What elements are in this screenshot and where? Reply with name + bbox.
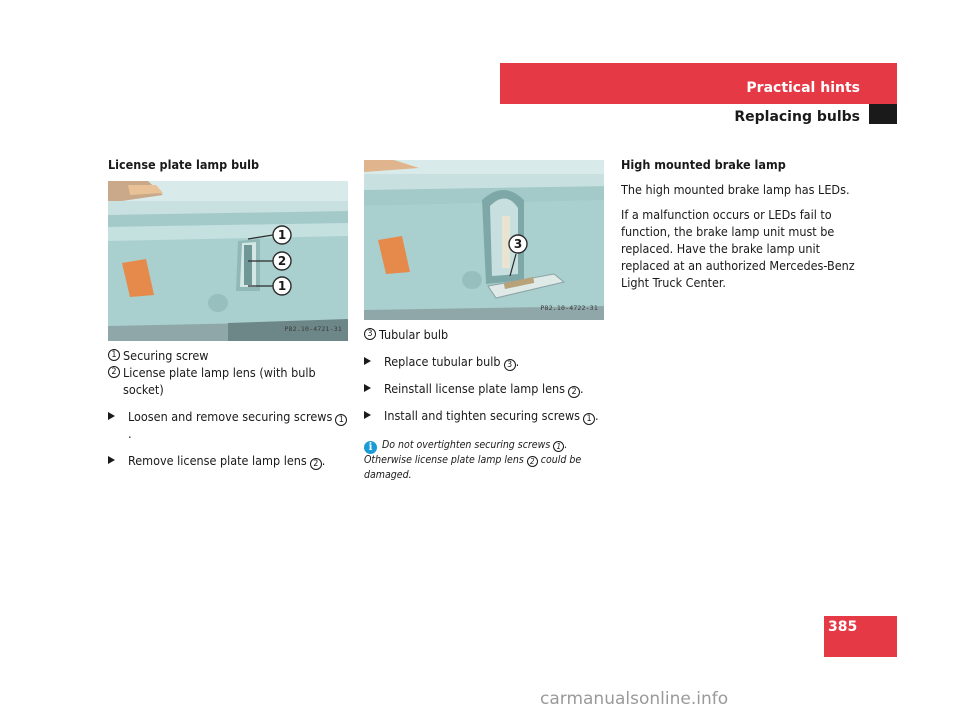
column-tubular-bulb: [364, 160, 609, 483]
step-text: Install and tighten securing screws 1 .: [384, 408, 599, 424]
page-subtitle: Replacing bulbs: [734, 109, 860, 125]
header-tab-marker: [869, 104, 897, 124]
column-license-plate-lamp: [108, 156, 350, 469]
bullet-arrow-icon: [364, 384, 371, 392]
legend-item: [364, 326, 609, 343]
legend-text: License plate lamp lens (with bulb socket): [123, 365, 316, 397]
step-text: Loosen and remove securing screws 1.: [128, 408, 350, 442]
callout-number: 1: [553, 441, 564, 452]
figure-code: P82.10-4721-31: [284, 325, 342, 333]
bullet-arrow-icon: [108, 412, 115, 420]
bullet-arrow-icon: [108, 456, 115, 464]
heading-license-plate-lamp: License plate lamp bulb: [108, 157, 260, 172]
step-text: Remove license plate lamp lens 2 .: [128, 453, 326, 469]
paragraph: The high mounted brake lamp has LEDs.: [621, 182, 850, 197]
bullet-arrow-icon: [364, 357, 371, 365]
info-icon: i: [364, 441, 377, 454]
bullet-arrow-icon: [364, 411, 371, 419]
watermark: carmanualsonline.info: [540, 689, 729, 709]
svg-text:1: 1: [277, 228, 287, 242]
instruction-step: [108, 452, 350, 469]
svg-text:2: 2: [277, 254, 287, 268]
legend-item: [108, 347, 350, 364]
instruction-step: [108, 408, 350, 442]
figure-code: P82.10-4722-31: [540, 304, 598, 312]
bumper-illustration-1: [108, 181, 348, 341]
legend-text: Tubular bulb: [379, 327, 449, 342]
callout-number: 3: [364, 328, 376, 340]
callout-number: 1: [108, 349, 120, 361]
figure-license-plate-lamp: [108, 181, 348, 341]
instruction-step: [364, 380, 609, 397]
info-note: i Do not overtighten securing screws 1 . Otherwise license plate lamp lens 2 could be damaged.: [364, 439, 582, 481]
step-text: Reinstall license plate lamp lens 2 .: [384, 381, 584, 397]
legend-text: Securing screw: [123, 348, 209, 363]
svg-text:1: 1: [277, 279, 287, 293]
figure-tubular-bulb: [364, 160, 604, 320]
bumper-illustration-2: [364, 160, 604, 320]
instruction-step: [364, 353, 609, 370]
paragraph: If a malfunction occurs or LEDs fail to function, the brake lamp unit must be replaced. Have the brake lamp unit replaced at an authorized Mercedes-Benz Light Truck Center.: [621, 207, 855, 290]
callout-number: 2: [108, 366, 120, 378]
section-title: Practical hints: [746, 80, 860, 96]
step-text: Replace tubular bulb 3 .: [384, 354, 520, 370]
svg-text:3: 3: [513, 237, 523, 251]
column-brake-lamp: [621, 156, 866, 299]
instruction-step: [364, 407, 609, 424]
page-number: 385: [828, 619, 858, 635]
callout-number: 2: [527, 456, 538, 467]
legend-item: [108, 364, 350, 398]
heading-brake-lamp: High mounted brake lamp: [621, 157, 786, 172]
